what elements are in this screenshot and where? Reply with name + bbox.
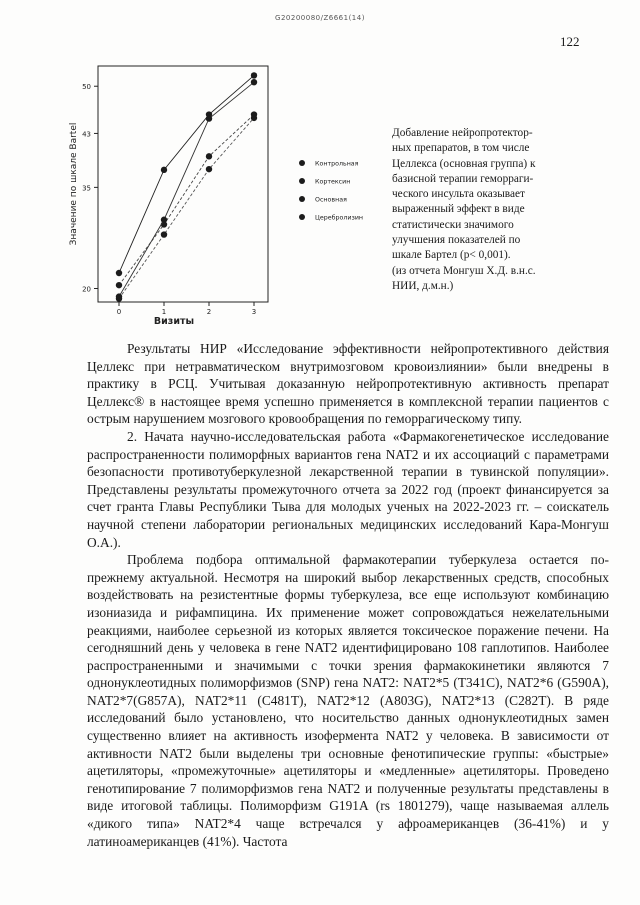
data-point [116, 282, 122, 288]
data-point [251, 72, 257, 78]
caption-line: ческого инсульта оказывает [392, 188, 525, 201]
data-point [251, 115, 257, 121]
x-tick-label: 1 [161, 308, 167, 316]
chart-container [62, 60, 382, 330]
y-tick-label: 20 [82, 285, 91, 294]
y-axis-label: Значение по шкале Bartel [69, 122, 79, 246]
data-point [161, 231, 167, 237]
caption-line: статистически значимого [392, 218, 514, 231]
caption-line: базисной терапии геморраги- [392, 172, 534, 185]
legend-marker [299, 160, 305, 166]
figure-caption [392, 126, 562, 294]
data-point [116, 270, 122, 276]
legend-marker [299, 196, 305, 202]
series-1 [116, 72, 257, 276]
data-point [206, 166, 212, 172]
legend-label: Церебролизин [315, 214, 364, 222]
legend-marker [299, 178, 305, 184]
data-point [161, 217, 167, 223]
caption-line: Целлекса (основная группа) к [392, 157, 536, 170]
x-tick-label: 0 [116, 308, 122, 316]
data-point [251, 79, 257, 85]
data-point [206, 115, 212, 121]
caption-line: улучшения показателей по [392, 234, 521, 247]
caption-line: НИИ, д.м.н.) [392, 279, 454, 292]
series-2 [116, 111, 257, 288]
data-point [161, 167, 167, 173]
legend-marker [299, 214, 305, 220]
series-3 [116, 79, 257, 300]
axis-ticks [82, 83, 256, 316]
x-tick-label: 3 [251, 308, 257, 316]
series-group [116, 72, 257, 302]
legend-label: Контрольная [315, 160, 359, 168]
series-line [119, 118, 254, 299]
body-paragraph: 2. Начата научно-исследовательская работа «Фармакогенетическое исследование распространенности полиморфных вариантов гена NAT2 и их ассоциаций с параметрами безопасности противотуберкулезной лекарственной терапии в тувинской популяции». Представлены результаты промежуточного отчета за 2022 год (проект финансируется за счет гранта Главы Республики Тыва для молодых ученых на 2022-2023 гг. – соискатель научной степени лаборатории региональных медицинских исследований Кара-Монгуш О.А.). [87, 428, 609, 550]
caption-line: (из отчета Монгуш Х.Д. в.н.с. [392, 264, 536, 277]
series-line [119, 82, 254, 296]
legend [299, 160, 363, 222]
data-point [116, 295, 122, 301]
legend-label: Основная [315, 196, 347, 204]
plot-frame [98, 66, 268, 302]
caption-line: Добавление нейропротектор- [392, 127, 533, 139]
data-point [206, 153, 212, 159]
body-paragraph: Результаты НИР «Исследование эффективности нейропротективного действия Целлекс при нетравматическом внутримозговом кровоизлиянии» были внедрены в практику в РСЦ. Учитывая доказанную нейропротективную активность препарат Целлекс® в настоящее время успешно применяется в комплексной терапии пациентов с острым нарушением мозгового кровообращения по геморрагическому типу. [87, 341, 609, 427]
caption-line: выраженный эффект в виде [392, 203, 525, 216]
page-number: 122 [560, 34, 580, 49]
x-tick-label: 2 [206, 308, 212, 316]
document-code: G20200080/Z6661(14) [275, 14, 365, 22]
caption-line: шкале Бартел (р< 0,001). [392, 249, 511, 262]
body-text [87, 340, 609, 850]
x-axis-label: Визиты [153, 316, 195, 327]
line-chart [62, 60, 382, 330]
y-tick-label: 43 [82, 130, 91, 139]
y-tick-label: 50 [82, 83, 91, 92]
y-tick-label: 35 [82, 184, 91, 193]
legend-label: Кортексин [315, 178, 351, 186]
series-line [119, 115, 254, 286]
body-paragraph: Проблема подбора оптимальной фармакотерапии туберкулеза остается по-прежнему актуальной. Несмотря на широкий выбор лекарственных средств, способных воздействовать на резистентные формы туберкулеза, все еще используют комбинацию изониазида и рифампицина. Их применение может сопровождаться нежелательными реакциями, наиболее серьезной из которых является токсическое поражение печени. На сегодняшний день у человека в гене NAT2 идентифицировано 108 гаплотипов. Наиболее распространенными и значимыми с точки зрения фармакокинетики являются 7 однонуклеотидных полиморфизмов (SNP) гена NAT2: NAT2*5 (T341C), NAT2*6 (G590A), NAT2*7(G857A), NAT2*11 (C481T), NAT2*12 (A803G), NAT2*13 (C282T). В ряде исследований было установлено, что носительство данных однонуклеотидных замен существенно влияет на активность изофермента NAT2 у человека. В зависимости от активности NAT2 были выделены три основные фенотипические группы: «быстрые» ацетиляторы, «промежуточные» ацетиляторы и «медленные» ацетиляторы. Проведено генотипирование 7 полиморфизмов гена NAT2 и полученные результаты представлены в виде итоговой таблицы. Полиморфизм G191A (rs 1801279), чаще называемая аллель «дикого типа» NAT2*4 чаще встречался у афроамериканцев (36-41%) и у латиноамериканцев (41%). Частота [87, 552, 609, 849]
caption-line: ных препаратов, в том числе [392, 142, 530, 155]
series-line [119, 75, 254, 273]
